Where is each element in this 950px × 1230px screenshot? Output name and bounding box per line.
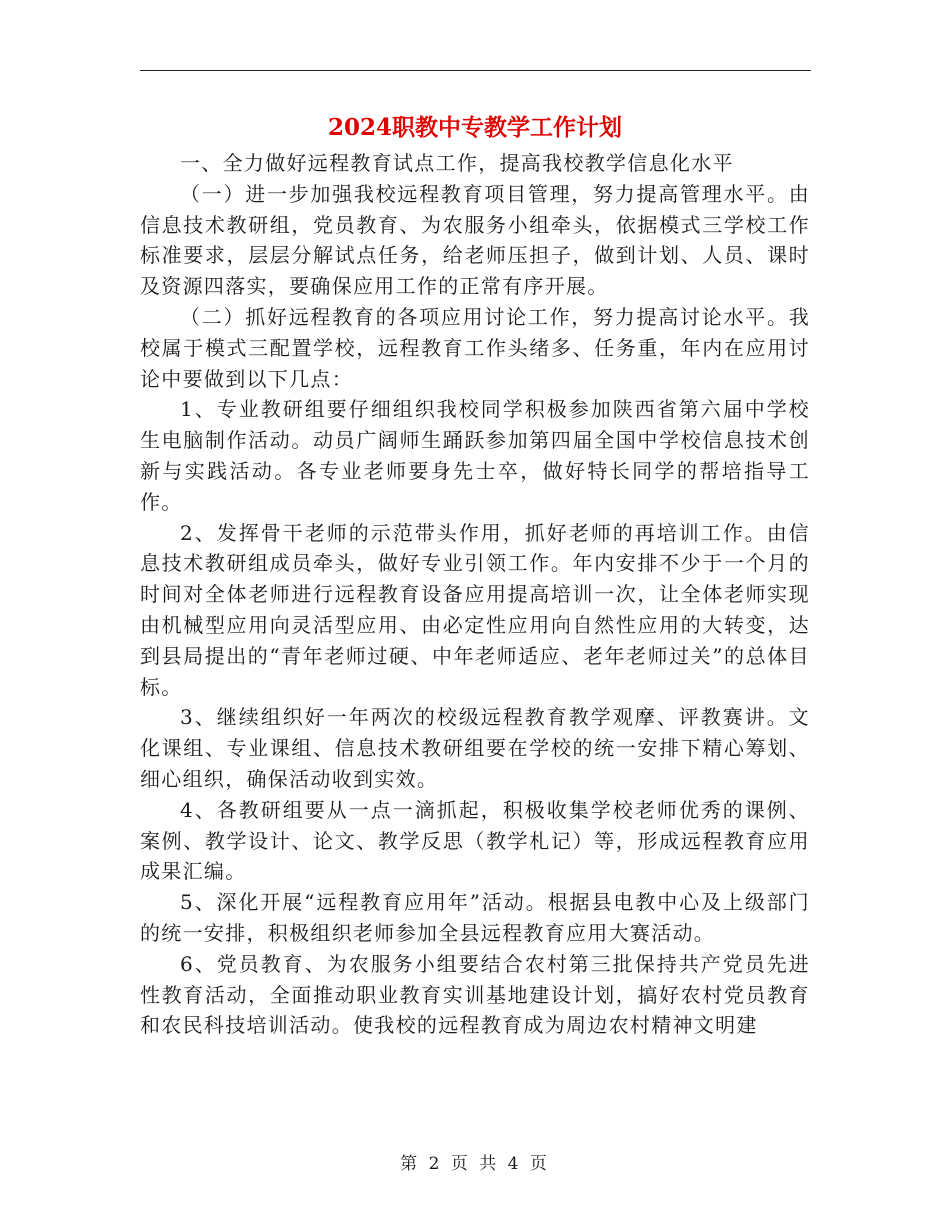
document-body: [140, 148, 810, 1041]
header-rule: [140, 70, 811, 71]
paragraph-subsection-2: （二）抓好远程教育的各项应用讨论工作，努力提高讨论水平。我校属于模式三配置学校，远程教育工作头绪多、任务重，年内在应用讨论中要做到以下几点：: [140, 304, 810, 391]
document-title: 2024职教中专教学工作计划: [327, 114, 622, 141]
paragraph-item-3: 3、继续组织好一年两次的校级远程教育教学观摩、评教赛讲。文化课组、专业课组、信息技术教研组要在学校的统一安排下精心筹划、细心组织，确保活动收到实效。: [140, 705, 810, 791]
paragraph-item-5: 5、深化开展“远程教育应用年”活动。根据县电教中心及上级部门的统一安排，积极组织老师参加全县远程教育应用大赛活动。: [140, 890, 810, 945]
paragraph-item-6: 6、党员教育、为农服务小组要结合农村第三批保持共产党员先进性教育活动，全面推动职业教育实训基地建设计划，搞好农村党员教育和农民科技培训活动。使我校的远程教育成为周边农村精神文明建: [140, 951, 810, 1038]
paragraph-item-4: 4、各教研组要从一点一滴抓起，积极收集学校老师优秀的课例、案例、教学设计、论文、教学反思（教学札记）等，形成远程教育应用成果汇编。: [140, 797, 810, 884]
page-footer: 第 2 页 共 4 页: [400, 1154, 550, 1174]
section-heading-1: 一、全力做好远程教育试点工作，提高我校教学信息化水平: [180, 151, 734, 175]
paragraph-item-2: 2、发挥骨干老师的示范带头作用，抓好老师的再培训工作。由信息技术教研组成员牵头，做好专业引领工作。年内安排不少于一个月的时间对全体老师进行远程教育设备应用提高培训一次，让全体老师实现由机械型应用向灵活型应用、由必定性应用向自然性应用的大转变，达到县局提出的“青年老师过硬、中年老师适应、老年老师过关”的总体目标。: [140, 520, 810, 699]
paragraph-item-1: 1、专业教研组要仔细组织我校同学积极参加陕西省第六届中学校生电脑制作活动。动员广阔师生踊跃参加第四届全国中学校信息技术创新与实践活动。各专业老师要身先士卒，做好特长同学的帮培指导工作。: [140, 397, 810, 514]
paragraph-subsection-1: （一）进一步加强我校远程教育项目管理，努力提高管理水平。由信息技术教研组，党员教育、为农服务小组牵头，依据模式三学校工作标准要求，层层分解试点任务，给老师压担子，做到计划、人员、课时及资源四落实，要确保应用工作的正常有序开展。: [140, 181, 810, 299]
